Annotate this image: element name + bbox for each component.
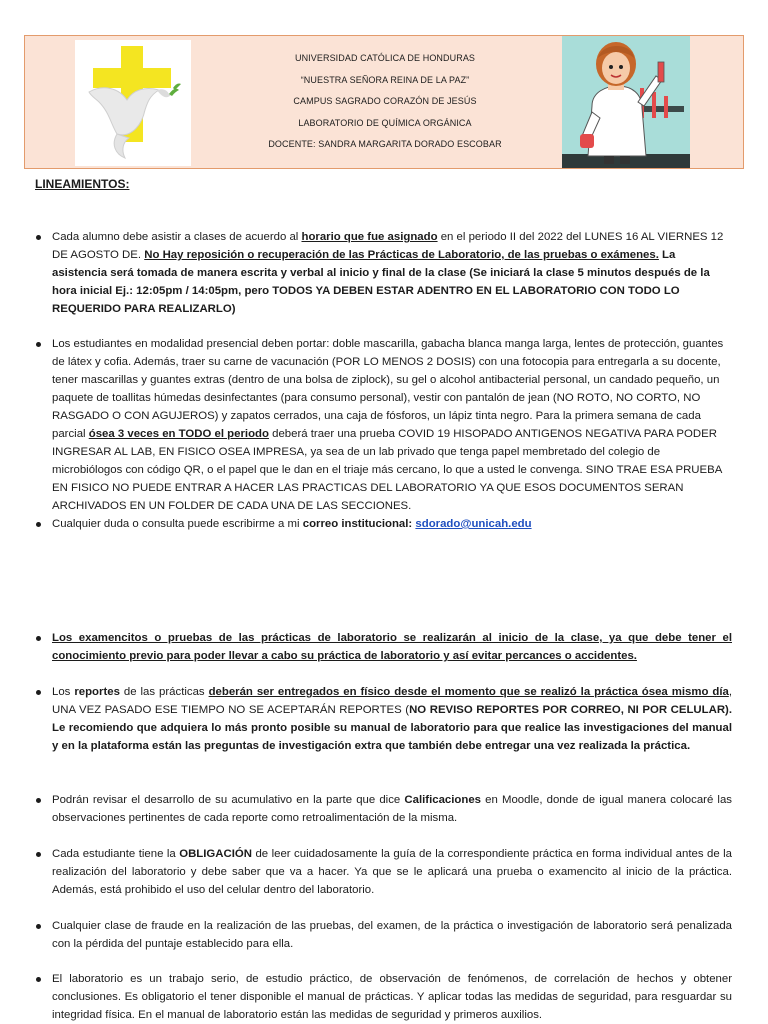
bullet-icon [36, 924, 41, 929]
guideline-requirements: Los estudiantes en modalidad presencial deben portar: doble mascarilla, gabacha blanca manga larga, lentes de protección, guantes de látex y cofia. Además, traer su carne de vacunación (POR LO MENOS 2 DOSIS) con una fotocopia para entregarla a su docente, tener mascarillas y guantes extras (dentro de una bolsa de ziplock), su gel o alcohol antibacterial personal, un candado pequeño, un paquete de toallitas húmedas desinfectantes (para consumo personal), vestir con pantalón de jean (NO ROTO, NO CORTO, NO RASGADO O CON AGUJEROS) y zapatos cerrados, una caja de fósforos, un lápiz tinta negro. Para la primera semana de cada parcial ósea 3 veces en TODO el periodo deberá traer una prueba COVID 19 HISOPADO ANTIGENOS NEGATIVA PARA PODER INGRESAR AL LAB, EN FISICO OSEA IMPRESA, ya sea de un lab privado que tenga papel membretado del colegio de microbiólogos con código QR, o el papel que le dan en el triaje más cercano, lo que a usted le convenga. SINO TRAE ESA PRUEBA EN FISICO NO PUEDE ENTRAR A HACER LAS PRACTICAS DEL LABORATORIO YA QUE ESOS DOCUMENTOS SERAN ARCHIVADOS EN UN FOLDER DE CADA UNA DE LAS SECCIONES. [52, 338, 724, 512]
section-title: LINEAMIENTOS: [35, 177, 130, 191]
bullet-icon [36, 235, 41, 240]
cross-dove-icon [75, 40, 191, 166]
guideline-obligation: Cada estudiante tiene la OBLIGACIÓN de leer cuidadosamente la guía de la correspondiente práctica en forma individual antes de la realización del laboratorio y debe saber que va a hacer. Ya que se le aplicará una prueba o examencito al inicio de la práctica. Además, está prohibido el uso del celular dentro del laboratorio. [52, 848, 732, 896]
guideline-reports: Los reportes de las prácticas deberán ser entregados en físico desde el momento que se realizó la práctica ósea mismo día, UNA VEZ PASADO ESE TIEMPO NO SE ACEPTARÁN REPORTES (NO REVISO REPORTES POR CORREO, NI POR CELULAR). Le recomiendo que adquiera lo más pronto posible su manual de laboratorio para que realice las investigaciones del manual y en la plataforma están las preguntas de investigación extra que también debe entregar una vez realizada la práctica. [52, 686, 732, 752]
bullet-icon [36, 636, 41, 641]
bullet-icon [36, 852, 41, 857]
bullet-icon [36, 798, 41, 803]
cross-dove-logo [75, 40, 191, 166]
guideline-attendance: Cada alumno debe asistir a clases de acuerdo al horario que fue asignado en el periodo II del 2022 del LUNES 16 AL VIERNES 12 DE AGOSTO DE. No Hay reposición o recuperación de las Prácticas de Laboratorio, de las pruebas o exámenes. La asistencia será tomada de manera escrita y verbal al inicio y final de la clase (Se iniciará la clase 5 minutos después de la hora inicial Ej.: 12:05pm / 14:05pm, pero TODOS YA DEBEN ESTAR ADENTRO EN EL LABORATORIO CON TODO LO REQUERIDO PARA REALIZARLO) [52, 231, 724, 315]
guideline-contact: Cualquier duda o consulta puede escribirme a mi correo institucional: sdorado@unicah.edu [52, 518, 532, 530]
document-header [24, 35, 744, 169]
guideline-lab-seriousness: El laboratorio es un trabajo serio, de estudio práctico, de observación de fenómenos, de correlación de hechos y obtener conclusiones. Es obligatorio el tener disponible el manual de prácticas. Y aplicar todas las medidas de seguridad, para resguardar su integridad física. En el manual de laboratorio están las medidas de seguridad y primeros auxilios. [52, 973, 732, 1021]
campus-name: CAMPUS SAGRADO CORAZÓN DE JESÚS [293, 96, 477, 106]
bullet-icon [36, 342, 41, 347]
guideline-grades: Podrán revisar el desarrollo de su acumulativo en la parte que dice Calificaciones en Moodle, donde de igual manera colocaré las observaciones pertinentes de cada reporte como retroalimentación de la misma. [52, 794, 732, 824]
chemist-illustration [562, 36, 690, 168]
bullet-icon [36, 522, 41, 527]
teacher-name: DOCENTE: SANDRA MARGARITA DORADO ESCOBAR [268, 139, 502, 149]
university-motto: “NUESTRA SEÑORA REINA DE LA PAZ” [300, 74, 470, 85]
guideline-quizzes: Los examencitos o pruebas de las prácticas de laboratorio se realizarán al inicio de la clase, ya que debe tener el conocimiento previo para poder llevar a cabo su práctica de laboratorio y así evitar percances o accidentes. [52, 632, 732, 662]
email-link[interactable]: sdorado@unicah.edu [415, 518, 532, 530]
guideline-fraud: Cualquier clase de fraude en la realización de las pruebas, del examen, de la práctica o investigación de laboratorio será penalizada con la pérdida del puntaje establecido para ella. [52, 920, 732, 950]
bullet-icon [36, 977, 41, 982]
lab-name: LABORATORIO DE QUÍMICA ORGÁNICA [298, 117, 472, 128]
bullet-icon [36, 690, 41, 695]
university-name: UNIVERSIDAD CATÓLICA DE HONDURAS [294, 53, 476, 63]
chemist-icon [562, 36, 690, 168]
institution-block [200, 48, 570, 156]
